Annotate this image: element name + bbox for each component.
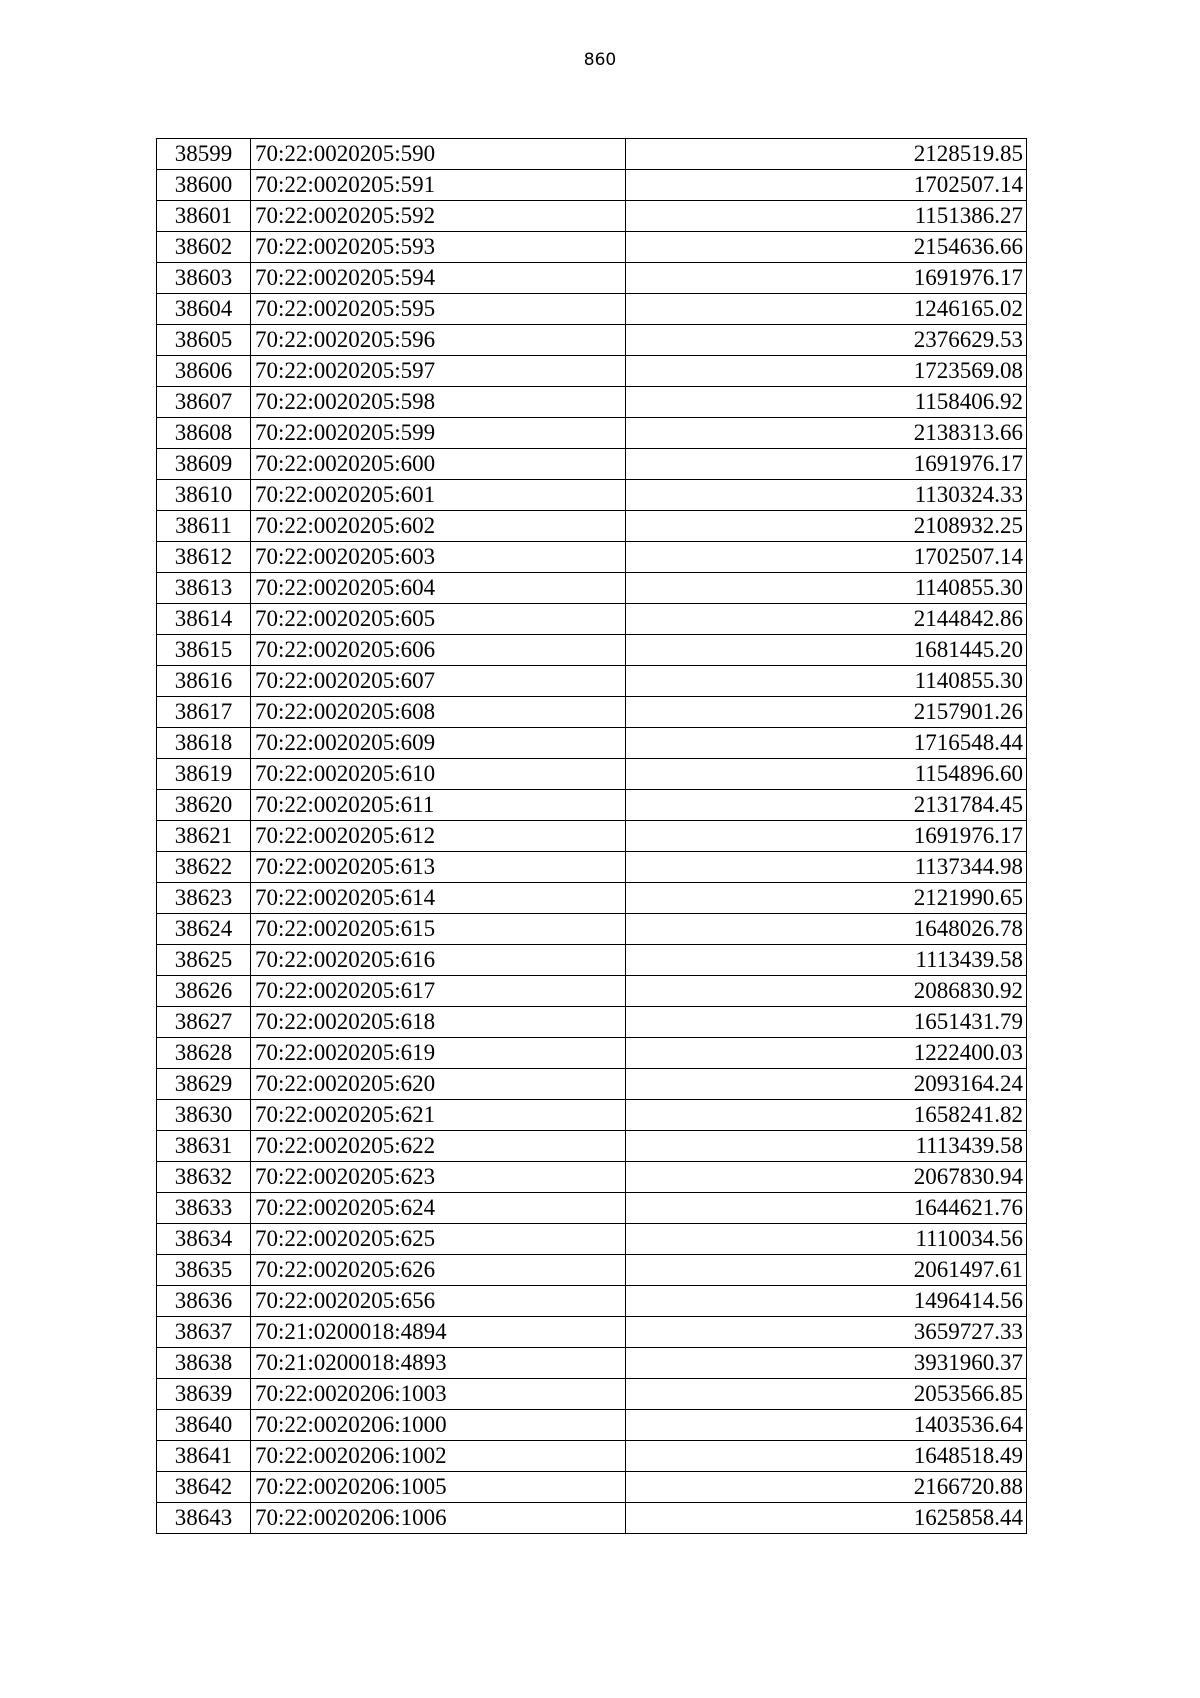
table-row [157, 1410, 1027, 1441]
cadastral-number-cell: 70:22:0020205:612 [251, 821, 626, 852]
table-row [157, 1162, 1027, 1193]
cadastral-number-cell: 70:21:0200018:4893 [251, 1348, 626, 1379]
cadastral-value-cell: 1110034.56 [626, 1224, 1027, 1255]
table-row [157, 356, 1027, 387]
cadastral-number-cell: 70:22:0020205:622 [251, 1131, 626, 1162]
row-number-cell: 38608 [157, 418, 251, 449]
cadastral-value-cell: 2154636.66 [626, 232, 1027, 263]
row-number-cell: 38623 [157, 883, 251, 914]
cadastral-value-cell: 1681445.20 [626, 635, 1027, 666]
row-number-cell: 38633 [157, 1193, 251, 1224]
cadastral-number-cell: 70:22:0020205:625 [251, 1224, 626, 1255]
cadastral-value-cell: 3931960.37 [626, 1348, 1027, 1379]
cadastral-number-cell: 70:22:0020205:590 [251, 139, 626, 170]
cadastral-number-cell: 70:22:0020205:605 [251, 604, 626, 635]
table-row [157, 573, 1027, 604]
row-number-cell: 38630 [157, 1100, 251, 1131]
row-number-cell: 38614 [157, 604, 251, 635]
table-row [157, 914, 1027, 945]
cadastral-value-cell: 1140855.30 [626, 573, 1027, 604]
cadastral-value-cell: 1222400.03 [626, 1038, 1027, 1069]
row-number-cell: 38612 [157, 542, 251, 573]
cadastral-value-cell: 2128519.85 [626, 139, 1027, 170]
cadastral-value-cell: 2053566.85 [626, 1379, 1027, 1410]
row-number-cell: 38609 [157, 449, 251, 480]
row-number-cell: 38624 [157, 914, 251, 945]
row-number-cell: 38615 [157, 635, 251, 666]
cadastral-number-cell: 70:22:0020205:609 [251, 728, 626, 759]
cadastral-number-cell: 70:22:0020205:598 [251, 387, 626, 418]
row-number-cell: 38632 [157, 1162, 251, 1193]
cadastral-number-cell: 70:22:0020205:597 [251, 356, 626, 387]
table-row [157, 263, 1027, 294]
cadastral-number-cell: 70:22:0020205:591 [251, 170, 626, 201]
cadastral-value-table [156, 138, 1027, 1534]
cadastral-value-cell: 1151386.27 [626, 201, 1027, 232]
table-row [157, 1193, 1027, 1224]
table-row [157, 1255, 1027, 1286]
table-row [157, 1348, 1027, 1379]
page-number: 860 [583, 50, 617, 70]
row-number-cell: 38616 [157, 666, 251, 697]
row-number-cell: 38610 [157, 480, 251, 511]
cadastral-number-cell: 70:22:0020206:1006 [251, 1503, 626, 1534]
row-number-cell: 38611 [157, 511, 251, 542]
table-row [157, 697, 1027, 728]
cadastral-value-cell: 2108932.25 [626, 511, 1027, 542]
table-row [157, 1379, 1027, 1410]
table-row [157, 604, 1027, 635]
cadastral-number-cell: 70:22:0020205:610 [251, 759, 626, 790]
row-number-cell: 38613 [157, 573, 251, 604]
row-number-cell: 38635 [157, 1255, 251, 1286]
cadastral-number-cell: 70:22:0020205:613 [251, 852, 626, 883]
row-number-cell: 38628 [157, 1038, 251, 1069]
cadastral-value-cell: 2157901.26 [626, 697, 1027, 728]
cadastral-number-cell: 70:22:0020205:600 [251, 449, 626, 480]
cadastral-value-cell: 2144842.86 [626, 604, 1027, 635]
cadastral-number-cell: 70:22:0020205:624 [251, 1193, 626, 1224]
table-row [157, 821, 1027, 852]
cadastral-value-cell: 1644621.76 [626, 1193, 1027, 1224]
cadastral-number-cell: 70:22:0020205:611 [251, 790, 626, 821]
table-row [157, 728, 1027, 759]
cadastral-value-cell: 2166720.88 [626, 1472, 1027, 1503]
row-number-cell: 38601 [157, 201, 251, 232]
cadastral-number-cell: 70:22:0020205:619 [251, 1038, 626, 1069]
table-row [157, 480, 1027, 511]
table-row [157, 1100, 1027, 1131]
cadastral-number-cell: 70:22:0020205:656 [251, 1286, 626, 1317]
table-row [157, 1286, 1027, 1317]
table-row [157, 635, 1027, 666]
cadastral-value-cell: 1691976.17 [626, 263, 1027, 294]
cadastral-value-cell: 1246165.02 [626, 294, 1027, 325]
cadastral-value-cell: 1130324.33 [626, 480, 1027, 511]
cadastral-number-cell: 70:22:0020205:607 [251, 666, 626, 697]
cadastral-number-cell: 70:22:0020205:623 [251, 1162, 626, 1193]
table-row [157, 759, 1027, 790]
row-number-cell: 38617 [157, 697, 251, 728]
row-number-cell: 38602 [157, 232, 251, 263]
row-number-cell: 38629 [157, 1069, 251, 1100]
cadastral-value-cell: 2376629.53 [626, 325, 1027, 356]
row-number-cell: 38604 [157, 294, 251, 325]
cadastral-value-cell: 1113439.58 [626, 945, 1027, 976]
table-row [157, 1007, 1027, 1038]
cadastral-value-cell: 2093164.24 [626, 1069, 1027, 1100]
table-row [157, 790, 1027, 821]
row-number-cell: 38640 [157, 1410, 251, 1441]
row-number-cell: 38600 [157, 170, 251, 201]
cadastral-value-cell: 2086830.92 [626, 976, 1027, 1007]
table-row [157, 449, 1027, 480]
cadastral-number-cell: 70:22:0020205:626 [251, 1255, 626, 1286]
cadastral-value-cell: 1403536.64 [626, 1410, 1027, 1441]
row-number-cell: 38605 [157, 325, 251, 356]
row-number-cell: 38634 [157, 1224, 251, 1255]
row-number-cell: 38631 [157, 1131, 251, 1162]
cadastral-number-cell: 70:22:0020205:618 [251, 1007, 626, 1038]
row-number-cell: 38620 [157, 790, 251, 821]
row-number-cell: 38603 [157, 263, 251, 294]
row-number-cell: 38606 [157, 356, 251, 387]
cadastral-value-cell: 1140855.30 [626, 666, 1027, 697]
table-row [157, 945, 1027, 976]
row-number-cell: 38625 [157, 945, 251, 976]
cadastral-number-cell: 70:22:0020205:606 [251, 635, 626, 666]
table-row [157, 1224, 1027, 1255]
table-row [157, 883, 1027, 914]
cadastral-number-cell: 70:22:0020205:599 [251, 418, 626, 449]
cadastral-number-cell: 70:22:0020206:1005 [251, 1472, 626, 1503]
cadastral-value-cell: 1158406.92 [626, 387, 1027, 418]
table-body [157, 139, 1027, 1534]
row-number-cell: 38599 [157, 139, 251, 170]
cadastral-number-cell: 70:21:0200018:4894 [251, 1317, 626, 1348]
cadastral-number-cell: 70:22:0020205:593 [251, 232, 626, 263]
table-row [157, 139, 1027, 170]
table-row [157, 976, 1027, 1007]
cadastral-value-cell: 1496414.56 [626, 1286, 1027, 1317]
row-number-cell: 38642 [157, 1472, 251, 1503]
table-row [157, 1038, 1027, 1069]
cadastral-value-cell: 1648518.49 [626, 1441, 1027, 1472]
cadastral-value-cell: 1723569.08 [626, 356, 1027, 387]
cadastral-number-cell: 70:22:0020205:603 [251, 542, 626, 573]
cadastral-number-cell: 70:22:0020205:617 [251, 976, 626, 1007]
cadastral-value-cell: 2131784.45 [626, 790, 1027, 821]
row-number-cell: 38643 [157, 1503, 251, 1534]
table-row [157, 1441, 1027, 1472]
table-row [157, 1317, 1027, 1348]
row-number-cell: 38626 [157, 976, 251, 1007]
row-number-cell: 38621 [157, 821, 251, 852]
cadastral-value-cell: 1702507.14 [626, 170, 1027, 201]
table-row [157, 1472, 1027, 1503]
cadastral-number-cell: 70:22:0020206:1003 [251, 1379, 626, 1410]
cadastral-value-cell: 1658241.82 [626, 1100, 1027, 1131]
cadastral-value-cell: 1113439.58 [626, 1131, 1027, 1162]
table-row [157, 542, 1027, 573]
row-number-cell: 38639 [157, 1379, 251, 1410]
cadastral-number-cell: 70:22:0020205:595 [251, 294, 626, 325]
cadastral-value-cell: 1154896.60 [626, 759, 1027, 790]
cadastral-number-cell: 70:22:0020205:615 [251, 914, 626, 945]
cadastral-value-cell: 2061497.61 [626, 1255, 1027, 1286]
cadastral-value-cell: 3659727.33 [626, 1317, 1027, 1348]
table-row [157, 1503, 1027, 1534]
row-number-cell: 38627 [157, 1007, 251, 1038]
table-row [157, 201, 1027, 232]
cadastral-number-cell: 70:22:0020206:1002 [251, 1441, 626, 1472]
cadastral-number-cell: 70:22:0020206:1000 [251, 1410, 626, 1441]
cadastral-number-cell: 70:22:0020205:594 [251, 263, 626, 294]
row-number-cell: 38618 [157, 728, 251, 759]
cadastral-value-cell: 2067830.94 [626, 1162, 1027, 1193]
cadastral-value-cell: 1702507.14 [626, 542, 1027, 573]
table-row [157, 1131, 1027, 1162]
cadastral-number-cell: 70:22:0020205:616 [251, 945, 626, 976]
row-number-cell: 38637 [157, 1317, 251, 1348]
cadastral-value-cell: 1691976.17 [626, 449, 1027, 480]
cadastral-number-cell: 70:22:0020205:596 [251, 325, 626, 356]
row-number-cell: 38607 [157, 387, 251, 418]
table-row [157, 170, 1027, 201]
cadastral-number-cell: 70:22:0020205:604 [251, 573, 626, 604]
cadastral-number-cell: 70:22:0020205:621 [251, 1100, 626, 1131]
row-number-cell: 38622 [157, 852, 251, 883]
cadastral-number-cell: 70:22:0020205:592 [251, 201, 626, 232]
table-row [157, 387, 1027, 418]
cadastral-value-cell: 1691976.17 [626, 821, 1027, 852]
table-row [157, 666, 1027, 697]
cadastral-number-cell: 70:22:0020205:602 [251, 511, 626, 542]
row-number-cell: 38638 [157, 1348, 251, 1379]
cadastral-value-cell: 1716548.44 [626, 728, 1027, 759]
table-row [157, 418, 1027, 449]
row-number-cell: 38619 [157, 759, 251, 790]
table-row [157, 232, 1027, 263]
cadastral-value-cell: 2121990.65 [626, 883, 1027, 914]
cadastral-number-cell: 70:22:0020205:614 [251, 883, 626, 914]
table-row [157, 294, 1027, 325]
table-row [157, 1069, 1027, 1100]
cadastral-number-cell: 70:22:0020205:601 [251, 480, 626, 511]
table-row [157, 511, 1027, 542]
cadastral-value-cell: 1625858.44 [626, 1503, 1027, 1534]
cadastral-number-cell: 70:22:0020205:620 [251, 1069, 626, 1100]
table-row [157, 325, 1027, 356]
cadastral-value-cell: 1137344.98 [626, 852, 1027, 883]
row-number-cell: 38641 [157, 1441, 251, 1472]
cadastral-value-cell: 1651431.79 [626, 1007, 1027, 1038]
cadastral-value-cell: 1648026.78 [626, 914, 1027, 945]
table-row [157, 852, 1027, 883]
cadastral-value-cell: 2138313.66 [626, 418, 1027, 449]
cadastral-number-cell: 70:22:0020205:608 [251, 697, 626, 728]
row-number-cell: 38636 [157, 1286, 251, 1317]
